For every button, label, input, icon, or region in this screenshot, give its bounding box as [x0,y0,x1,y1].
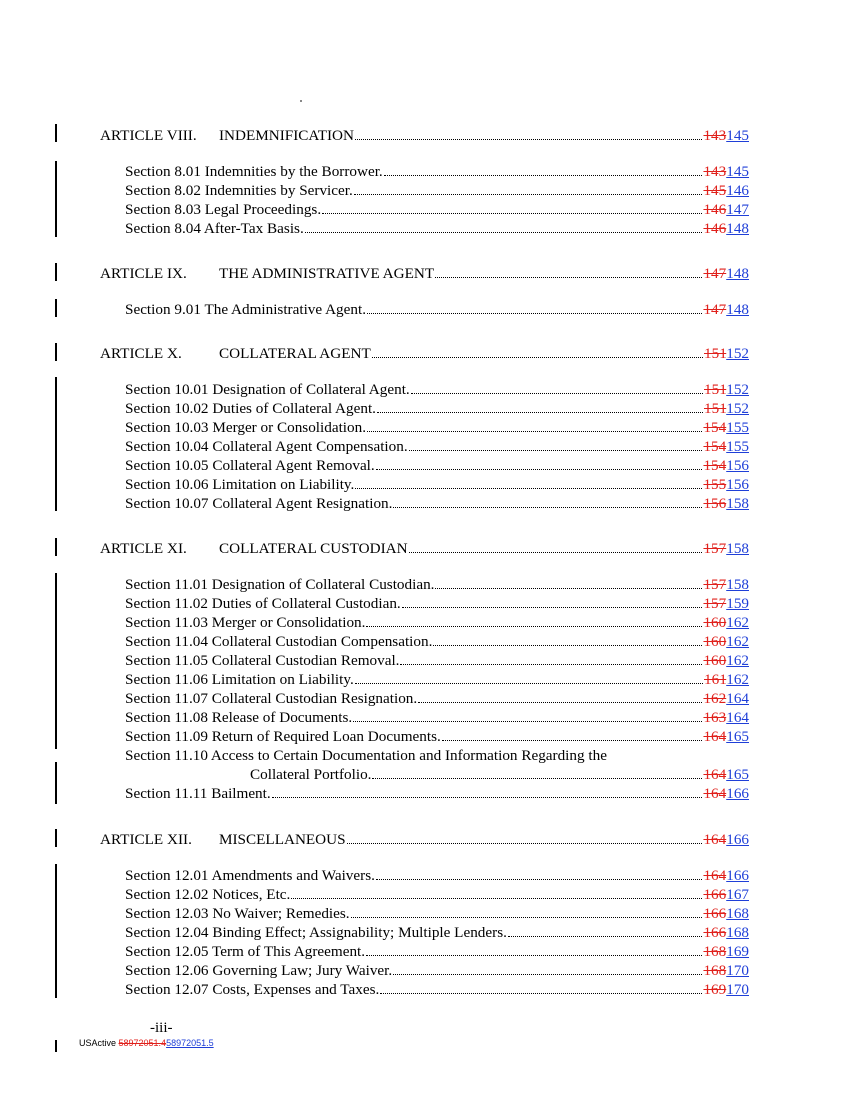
section-title: Section 11.03 Merger or Consolidation. [125,614,366,631]
deleted-page-number: 164 [703,785,727,802]
deleted-page-number: 164 [703,831,727,848]
section-title: Section 11.01 Designation of Collateral Custodian. [125,576,435,593]
toc-section-12-02[interactable] [125,885,749,904]
toc-section-11-06[interactable] [125,670,749,689]
section-title: Section 10.01 Designation of Collateral Agent. [125,381,410,398]
dot-leader [355,682,703,684]
page-ref [703,613,749,632]
section-title: Section 8.03 Legal Proceedings. [125,201,322,218]
section-title: Section 12.06 Governing Law; Jury Waiver. [125,962,393,979]
deleted-page-number: 166 [703,886,727,903]
document-id [79,1038,214,1048]
deleted-page-number: 161 [704,671,727,688]
dot-leader [367,312,702,314]
deleted-page-number: 157 [703,595,727,612]
dot-leader [442,739,703,741]
deleted-page-number: 157 [703,576,727,593]
toc-section-10-04[interactable] [125,437,749,456]
page-ref [703,494,749,513]
inserted-page-number: 166 [726,831,749,848]
page-ref [703,126,749,145]
inserted-page-number: 164 [726,690,749,707]
inserted-page-number: 164 [726,709,749,726]
inserted-page-number: 155 [726,419,749,436]
change-bar [55,538,57,556]
inserted-page-number: 146 [726,182,749,199]
deleted-page-number: 143 [703,127,727,144]
deleted-page-number: 154 [703,419,727,436]
section-title: Section 10.04 Collateral Agent Compensation. [125,438,408,455]
dot-leader [418,701,702,703]
page-ref [703,961,749,980]
dot-leader [380,992,702,994]
page-ref [703,830,749,849]
deleted-page-number: 157 [703,540,727,557]
inserted-page-number: 145 [726,127,749,144]
section-title: Section 11.07 Collateral Custodian Resignation. [125,690,418,707]
inserted-page-number: 166 [726,867,749,884]
inserted-page-number: 162 [726,671,749,688]
dot-leader [376,878,703,880]
toc-article-viii[interactable] [100,126,749,145]
section-title: Section 11.05 Collateral Custodian Removal. [125,652,400,669]
inserted-page-number: 166 [726,785,749,802]
change-bar [55,377,57,511]
toc-section-8-04[interactable] [125,219,749,238]
section-title: Section 12.07 Costs, Expenses and Taxes. [125,981,380,998]
page-ref [703,594,749,613]
section-title: Section 10.03 Merger or Consolidation. [125,419,367,436]
deleted-document-id: 58972051.4 [118,1038,167,1048]
toc-section-10-05[interactable] [125,456,749,475]
toc-section-11-08[interactable] [125,708,749,727]
page-ref [703,219,749,238]
toc-section-10-06[interactable] [125,475,749,494]
page-ref [703,475,749,494]
article-label: ARTICLE XI. [100,540,187,557]
dot-leader [367,430,702,432]
dot-leader [409,449,703,451]
toc-section-11-10-line2[interactable] [250,765,749,784]
dot-leader [347,842,703,844]
dot-leader [372,777,702,779]
section-title: Section 12.02 Notices, Etc. [125,886,291,903]
toc-article-xi[interactable] [100,539,749,558]
change-bar [55,864,57,998]
page-ref [703,923,749,942]
toc-section-12-05[interactable] [125,942,749,961]
inserted-page-number: 168 [726,905,749,922]
toc-section-10-07[interactable] [125,494,749,513]
inserted-page-number: 169 [726,943,749,960]
page-ref [703,181,749,200]
deleted-page-number: 155 [703,476,727,493]
change-bar [55,124,57,142]
section-title: Section 11.11 Bailment. [125,785,271,802]
page-ref [703,575,749,594]
toc-section-10-03[interactable] [125,418,749,437]
page-ref [704,344,749,363]
deleted-page-number: 164 [703,766,727,783]
deleted-page-number: 147 [703,265,727,282]
deleted-page-number: 154 [703,457,727,474]
deleted-page-number: 143 [703,163,727,180]
deleted-page-number: 146 [703,201,727,218]
page-ref [703,264,749,283]
inserted-page-number: 145 [726,163,749,180]
deleted-page-number: 147 [703,301,727,318]
dot-leader [400,663,702,665]
toc-article-xii[interactable] [100,830,749,849]
dot-leader [433,644,702,646]
toc-section-8-03[interactable] [125,200,749,219]
change-bar [55,263,57,281]
toc-section-10-02[interactable] [125,399,749,418]
inserted-page-number: 147 [726,201,749,218]
article-title: COLLATERAL CUSTODIAN [219,540,408,557]
page-ref [704,670,749,689]
dot-leader [354,193,703,195]
toc-section-11-02[interactable] [125,594,749,613]
article-label: ARTICLE X. [100,345,182,362]
page-number: -iii- [150,1020,173,1036]
section-title: Section 8.01 Indemnities by the Borrower. [125,163,383,180]
toc-section-11-05[interactable] [125,651,749,670]
deleted-page-number: 151 [704,345,727,362]
page-ref [703,980,749,999]
section-title: Section 8.04 After-Tax Basis. [125,220,304,237]
dot-leader [402,606,703,608]
inserted-page-number: 158 [726,495,749,512]
deleted-page-number: 169 [703,981,727,998]
page-ref [703,437,749,456]
inserted-page-number: 158 [726,576,749,593]
section-title: Section 11.10 Access to Certain Documentation and Information Regarding the [125,747,607,764]
section-title: Section 12.01 Amendments and Waivers. [125,867,375,884]
inserted-page-number: 162 [726,652,749,669]
deleted-page-number: 154 [703,438,727,455]
toc-section-9-01[interactable] [125,300,749,319]
toc-section-11-11[interactable] [125,784,749,803]
page-ref [703,632,749,651]
page-ref [704,399,749,418]
change-bar [55,573,57,749]
deleted-page-number: 160 [703,633,727,650]
section-title: Section 11.02 Duties of Collateral Custodian. [125,595,401,612]
section-title-continued: Collateral Portfolio. [250,766,372,783]
inserted-page-number: 167 [726,886,749,903]
page-ref [703,784,749,803]
page-ref [703,456,749,475]
page-ref [704,380,749,399]
deleted-page-number: 151 [704,381,727,398]
page-ref [703,765,749,784]
page-ref [703,866,749,885]
inserted-page-number: 158 [726,540,749,557]
page-ref [703,162,749,181]
section-title: Section 10.06 Limitation on Liability. [125,476,355,493]
page-ref [703,300,749,319]
deleted-page-number: 146 [703,220,727,237]
toc-section-10-01[interactable] [125,380,749,399]
toc-section-12-03[interactable] [125,904,749,923]
change-bar [55,299,57,317]
deleted-page-number: 164 [703,728,727,745]
inserted-document-id: 58972051.5 [166,1038,214,1048]
dot-leader [305,231,703,233]
change-bar [55,762,57,804]
deleted-page-number: 160 [703,614,727,631]
page-ref [703,727,749,746]
inserted-page-number: 162 [726,633,749,650]
page-ref [703,651,749,670]
dot-leader [272,796,703,798]
inserted-page-number: 156 [726,457,749,474]
page-ref [703,689,749,708]
toc-section-11-09[interactable] [125,727,749,746]
inserted-page-number: 165 [726,728,749,745]
dot-leader [353,720,702,722]
page-ref [703,885,749,904]
section-title: Section 12.04 Binding Effect; Assignability; Multiple Lenders. [125,924,507,941]
toc-section-12-01[interactable] [125,866,749,885]
dot-leader [376,468,703,470]
toc-article-x[interactable] [100,344,749,363]
dot-leader [384,174,703,176]
page-ref [703,418,749,437]
deleted-page-number: 160 [703,652,727,669]
page-ref [703,708,749,727]
deleted-page-number: 151 [704,400,727,417]
deleted-page-number: 168 [703,962,727,979]
deleted-page-number: 166 [703,924,727,941]
change-bar [55,1040,57,1052]
inserted-page-number: 165 [726,766,749,783]
dot-leader [351,916,703,918]
toc-section-8-02[interactable] [125,181,749,200]
change-bar [55,343,57,361]
toc-section-12-06[interactable] [125,961,749,980]
page-ref [703,539,749,558]
toc-section-11-07[interactable] [125,689,749,708]
dot-leader [411,392,703,394]
inserted-page-number: 155 [726,438,749,455]
section-title: Section 11.06 Limitation on Liability. [125,671,354,688]
section-title: Section 12.05 Term of This Agreement. [125,943,366,960]
toc-section-12-04[interactable] [125,923,749,942]
change-bar [55,829,57,847]
toc-section-11-04[interactable] [125,632,749,651]
deleted-page-number: 168 [703,943,727,960]
dot-leader [508,935,703,937]
toc-section-11-03[interactable] [125,613,749,632]
inserted-page-number: 148 [726,220,749,237]
dot-leader [322,212,702,214]
article-label: ARTICLE VIII. [100,127,197,144]
inserted-page-number: 159 [726,595,749,612]
toc-article-ix[interactable] [100,264,749,283]
deleted-page-number: 166 [703,905,727,922]
inserted-page-number: 168 [726,924,749,941]
dot-leader [377,411,703,413]
article-title: INDEMNIFICATION [219,127,354,144]
dot-leader [291,897,702,899]
inserted-page-number: 152 [726,345,749,362]
page-ref [703,904,749,923]
inserted-page-number: 148 [726,265,749,282]
toc-section-11-10-line1[interactable] [125,746,749,765]
dot-leader [393,506,702,508]
deleted-page-number: 156 [703,495,727,512]
section-title: Section 10.02 Duties of Collateral Agent. [125,400,376,417]
inserted-page-number: 170 [726,981,749,998]
inserted-page-number: 162 [726,614,749,631]
dot-leader [355,487,702,489]
article-label: ARTICLE XII. [100,831,192,848]
dot-leader [372,356,703,358]
dot-leader [409,551,703,553]
section-title: Section 11.09 Return of Required Loan Documents. [125,728,441,745]
dot-leader [435,587,702,589]
section-title: Section 9.01 The Administrative Agent. [125,301,367,318]
toc-section-12-07[interactable] [125,980,749,999]
article-title: COLLATERAL AGENT [219,345,371,362]
dot-leader [393,973,702,975]
inserted-page-number: 156 [726,476,749,493]
dot-leader [366,954,702,956]
inserted-page-number: 152 [726,381,749,398]
deleted-page-number: 163 [703,709,727,726]
article-title: MISCELLANEOUS [219,831,346,848]
section-title: Section 10.07 Collateral Agent Resignation. [125,495,393,512]
toc-section-8-01[interactable] [125,162,749,181]
inserted-page-number: 152 [726,400,749,417]
deleted-page-number: 164 [703,867,727,884]
article-title: THE ADMINISTRATIVE AGENT [219,265,435,282]
dot-leader [355,138,702,140]
section-title: Section 12.03 No Waiver; Remedies. [125,905,350,922]
section-title: Section 10.05 Collateral Agent Removal. [125,457,375,474]
section-title: Section 11.08 Release of Documents. [125,709,353,726]
inserted-page-number: 148 [726,301,749,318]
section-title: Section 8.02 Indemnities by Servicer. [125,182,353,199]
stray-mark [300,100,302,102]
inserted-page-number: 170 [726,962,749,979]
dot-leader [435,276,702,278]
toc-section-11-01[interactable] [125,575,749,594]
document-id-prefix: USActive [79,1038,119,1048]
change-bar [55,161,57,237]
page-ref [703,942,749,961]
article-label: ARTICLE IX. [100,265,187,282]
dot-leader [366,625,702,627]
page-ref [703,200,749,219]
deleted-page-number: 162 [703,690,727,707]
section-title: Section 11.04 Collateral Custodian Compensation. [125,633,433,650]
deleted-page-number: 145 [703,182,727,199]
